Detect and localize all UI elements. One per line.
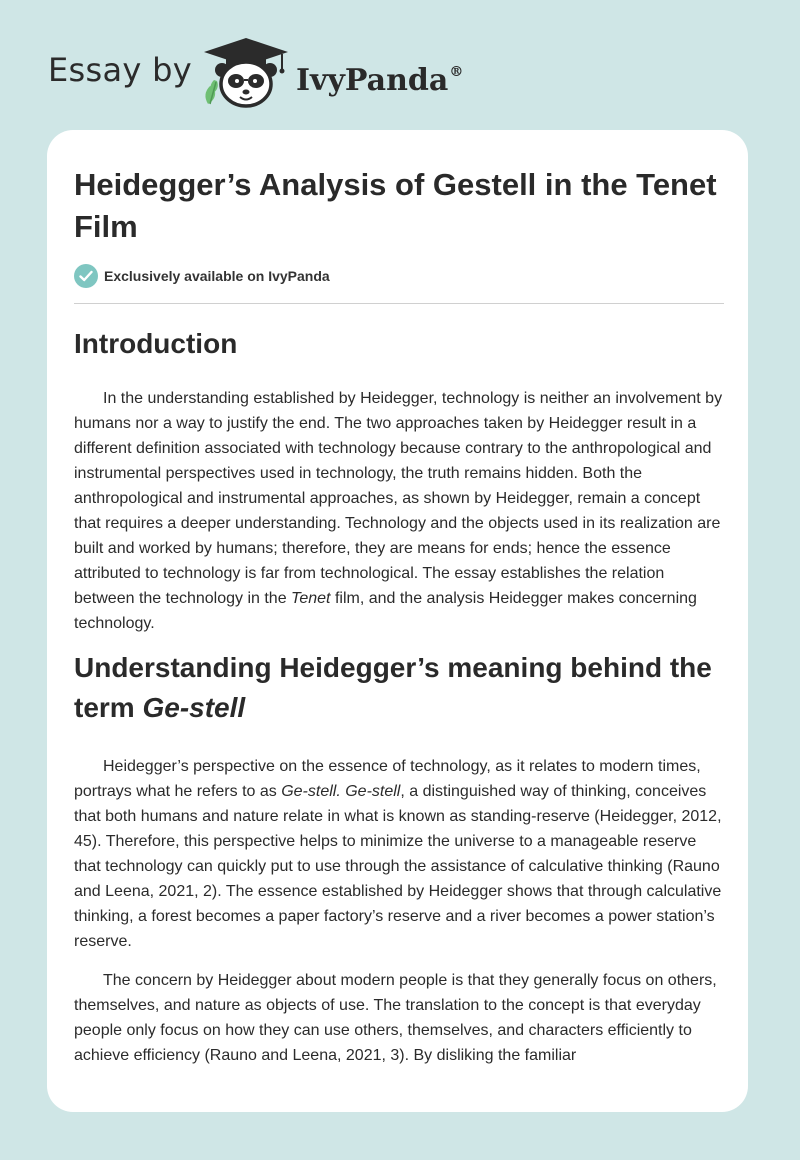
term-emphasis: Ge-stell bbox=[142, 692, 246, 723]
divider bbox=[74, 303, 724, 304]
film-title-emphasis: Tenet bbox=[291, 590, 331, 607]
essay-card bbox=[47, 130, 748, 1112]
section-heading-introduction: Introduction bbox=[74, 328, 238, 359]
exclusive-notice bbox=[74, 263, 330, 289]
essay-title: Heidegger’s Analysis of Gestell in the Tenet Film bbox=[74, 167, 717, 244]
site-header bbox=[0, 0, 800, 130]
brand-prefix: Essay by bbox=[48, 51, 192, 89]
registered-mark: ® bbox=[449, 64, 464, 80]
exclusive-label: Exclusively available on IvyPanda bbox=[104, 268, 330, 284]
section-heading-ge-stell: Understanding Heidegger’s meaning behind the term Ge-stell bbox=[74, 652, 712, 723]
paragraph-ge-stell-1: Heidegger’s perspective on the essence of technology, as it relates to modern times, portrays what he refers to as Ge-stell. Ge-stell, a distinguished way of thinking, conceives that both humans and nature relate in what is known as standing-reserve (Heidegger, 2012, 45). Therefore, this perspective helps to minimize the universe to a manageable reserve that technology can quickly put to use through the assistance of calculative thinking (Rauno and Leena, 2021, 2). The essence established by Heidegger shows that through calculative thinking, a forest becomes a paper factory’s reserve and a river becomes a power station’s reserve. bbox=[74, 758, 722, 950]
brand-name[interactable]: IvyPanda® bbox=[296, 63, 464, 98]
paragraph-ge-stell-2: The concern by Heidegger about modern people is that they generally focus on others, themselves, and nature as objects of use. The translation to the concept is that everyday people only focus on how they can use others, themselves, and characters efficiently to achieve efficiency (Rauno and Leena, 2021, 3). By disliking the familiar bbox=[74, 972, 717, 1064]
term-emphasis: Ge-stell. Ge-stell bbox=[281, 783, 401, 800]
paragraph-introduction: In the understanding established by Heidegger, technology is neither an involvement by humans nor a way to justify the end. The two approaches taken by Heidegger result in a different definition associated with technology because contrary to the anthropological and instrumental perspectives used in technology, the truth remains hidden. Both the anthropological and instrumental approaches, as shown by Heidegger, remain a concept that requires a deeper understanding. Technology and the objects used in its realization are built and worked by humans; therefore, they are means for ends; hence the essence attributed to technology is far from technological. The essay establishes the relation between the technology in the Tenet film, and the analysis Heidegger makes concerning technology. bbox=[74, 390, 723, 632]
panda-graduate-logo-icon[interactable] bbox=[198, 34, 294, 110]
check-badge-icon bbox=[74, 264, 98, 288]
